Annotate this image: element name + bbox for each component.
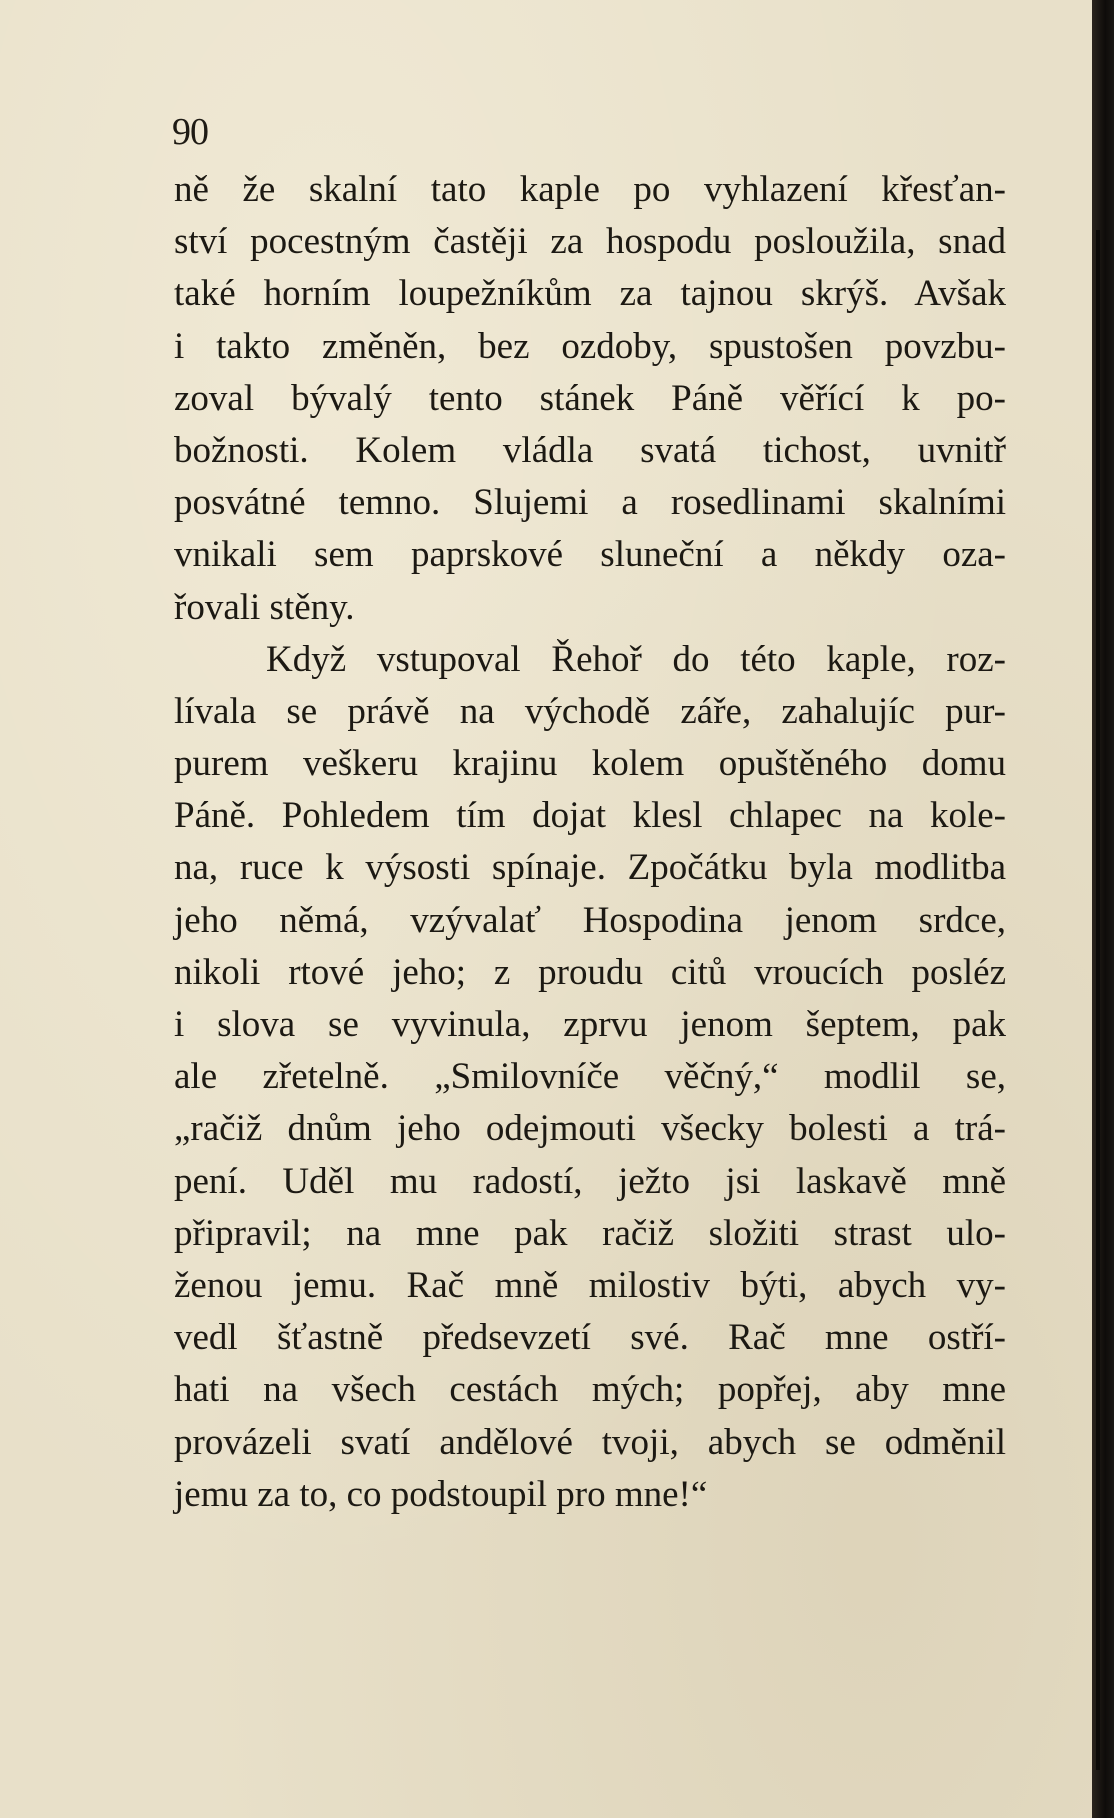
text-line: Páně. Pohledem tím dojat klesl chlapec na kole- xyxy=(174,795,1006,837)
text-line: ně že skalní tato kaple po vyhlazení křesťan- xyxy=(174,169,1006,210)
book-gutter xyxy=(1092,0,1114,1818)
text-line: jeho němá, vzývalať Hospodina jenom srdce, xyxy=(174,899,1006,941)
text-line: připravil; na mne pak račiž složiti strast ulo- xyxy=(174,1212,1006,1254)
binding-edge xyxy=(1096,230,1100,1770)
text-line: vedl šťastně předsevzetí své. Rač mne ostří- xyxy=(174,1317,1006,1359)
text-line: purem veškeru krajinu kolem opuštěného domu xyxy=(174,743,1006,785)
text-line: ženou jemu. Rač mně milostiv býti, abych vy- xyxy=(174,1264,1006,1306)
text-line: vnikali sem paprskové sluneční a někdy oza- xyxy=(174,534,1006,576)
text-line: zoval bývalý tento stánek Páně věřící k po- xyxy=(174,377,1006,419)
page-number: 90 xyxy=(172,111,208,153)
text-line: nikoli rtové jeho; z proudu citů vroucích posléz xyxy=(174,951,1006,993)
text-line: řovali stěny. xyxy=(174,586,355,628)
body-text xyxy=(174,164,1006,1521)
text-line: hati na všech cestách mých; popřej, aby mne xyxy=(174,1369,1006,1411)
text-line: na, ruce k výsosti spínaje. Zpočátku byla modlitba xyxy=(174,847,1006,889)
text-line: posvátné temno. Slujemi a rosedlinami skalními xyxy=(174,482,1006,524)
text-line: lívala se právě na východě záře, zahalujíc pur- xyxy=(174,690,1006,732)
text-line: ství pocestným častěji za hospodu posloužila, snad xyxy=(174,221,1006,263)
text-line: provázeli svatí andělové tvoji, abych se odměnil xyxy=(174,1421,1006,1463)
paragraph-2 xyxy=(174,634,1006,1521)
text-line: Když vstupoval Řehoř do této kaple, roz- xyxy=(266,638,1006,680)
text-line: i slova se vyvinula, zprvu jenom šeptem, pak xyxy=(174,1004,1006,1045)
paragraph-1 xyxy=(174,164,1006,634)
text-line: „račiž dnům jeho odejmouti všecky bolesti a trá- xyxy=(174,1108,1006,1150)
text-line: jemu za to, co podstoupil pro mne!“ xyxy=(174,1473,708,1515)
text-line: pení. Uděl mu radostí, ježto jsi laskavě mně xyxy=(174,1160,1006,1202)
text-line: také horním loupežníkům za tajnou skrýš. Avšak xyxy=(174,273,1006,315)
text-line: božnosti. Kolem vládla svatá tichost, uvnitř xyxy=(174,429,1006,471)
text-line: i takto změněn, bez ozdoby, spustošen povzbu- xyxy=(174,325,1006,367)
text-line: ale zřetelně. „Smilovníče věčný,“ modlil se, xyxy=(174,1056,1006,1098)
